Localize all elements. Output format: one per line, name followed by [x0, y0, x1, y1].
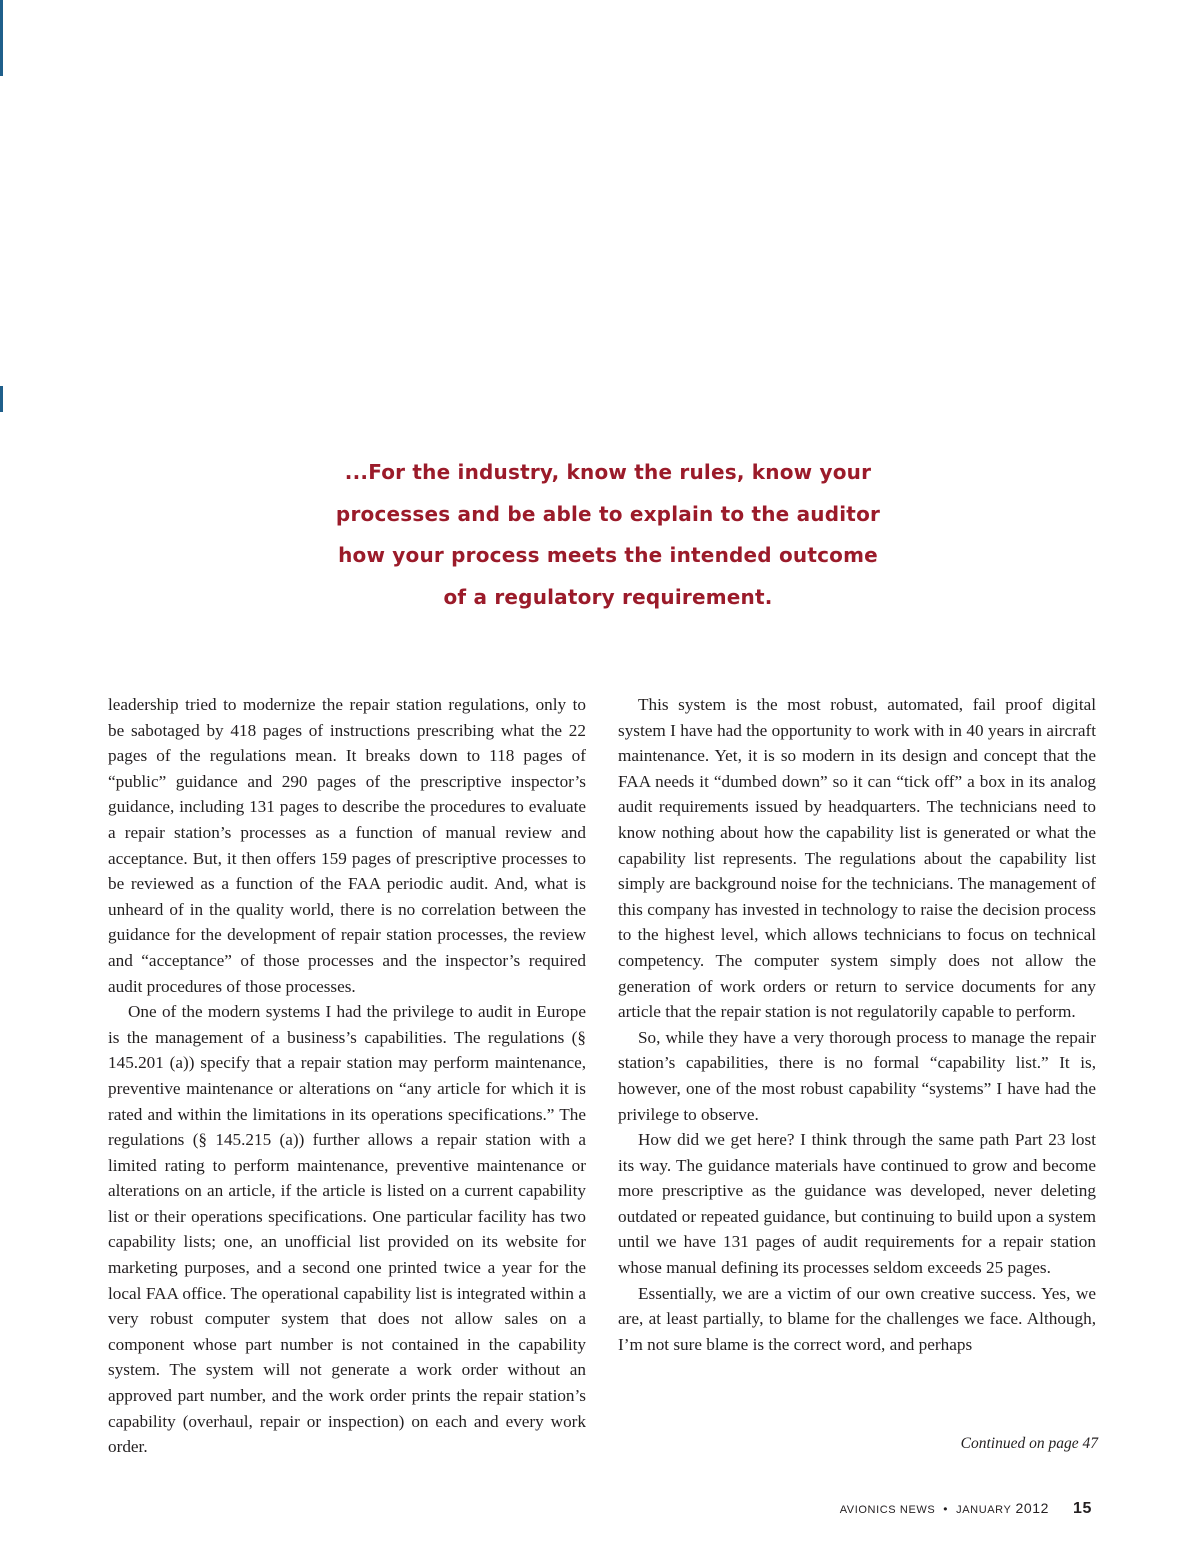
- continued-note: Continued on page 47: [960, 1435, 1098, 1452]
- pull-quote-line: ...For the industry, know the rules, know your: [344, 460, 872, 484]
- page-number: 15: [1073, 1500, 1092, 1517]
- page-footer: [840, 1500, 1092, 1518]
- publication-name: AVIONICS NEWS: [839, 1504, 936, 1516]
- pull-quote-line: processes and be able to explain to the auditor: [335, 501, 881, 526]
- left-column: [108, 692, 586, 1460]
- right-column: [618, 692, 1096, 1357]
- edge-marker-top: [0, 0, 3, 76]
- pull-quote: [300, 452, 916, 618]
- pull-quote-line: of a regulatory requirement.: [443, 584, 773, 609]
- footer-separator: •: [943, 1502, 949, 1516]
- body-paragraph: So, while they have a very thorough process to manage the repair station’s capabilities, there is no formal “capability list.” It is, however, one of the most robust capability “systems” I have had the privilege to observe.: [618, 1027, 1096, 1124]
- body-paragraph: leadership tried to modernize the repair station regulations, only to be sabotaged by 418 pages of instructions prescribing what the 22 pages of the regulations mean. It breaks down to 118 pages of “public” guidance and 290 pages of the prescriptive inspector’s guidance, including 131 pages to describe the procedures to evaluate a repair station’s processes as a function of manual review and acceptance. But, it then offers 159 pages of prescriptive processes to be reviewed as a function of the FAA periodic audit. And, what is unheard of in the quality world, there is no correlation between the guidance for the development of repair station processes, the review and “acceptance” of those processes and the inspector’s required audit procedures of those processes.: [108, 695, 586, 996]
- body-paragraph: How did we get here? I think through the same path Part 23 lost its way. The guidance materials have continued to grow and become more prescriptive as the guidance was developed, never deleting outdated or repeated guidance, but continuing to build upon a system until we have 131 pages of audit requirements for a repair station whose manual defining its processes seldom exceeds 25 pages.: [618, 1130, 1096, 1278]
- issue-year: 2012: [1015, 1500, 1049, 1516]
- body-paragraph: Essentially, we are a victim of our own creative success. Yes, we are, at least partially, to blame for the challenges we face. Although, I’m not sure blame is the correct word, and perhaps: [618, 1283, 1096, 1354]
- body-paragraph: One of the modern systems I had the privilege to audit in Europe is the management of a business’s capabilities. The regulations (§ 145.201 (a)) specify that a repair station may perform maintenance, preventive maintenance or alterations on “any article for which it is rated and within the limitations in its operations specifications.” The regulations (§ 145.215 (a)) further allows a repair station with a limited rating to perform maintenance, preventive maintenance or alterations on an article, if the article is listed on a current capability list or their operations specifications. One particular facility has two capability lists; one, an unofficial list provided on its website for marketing purposes, and a second one printed twice a year for the local FAA office. The operational capability list is integrated within a very robust computer system that does not allow sales on a component whose part number is not contained in the capability system. The system will not generate a work order without an approved part number, and the work order prints the repair station’s capability (overhaul, repair or inspection) on each and every work order.: [108, 1002, 586, 1457]
- issue-month: JANUARY: [956, 1504, 1012, 1516]
- edge-marker-middle: [0, 386, 3, 412]
- pull-quote-line: how your process meets the intended outcome: [338, 543, 878, 567]
- body-paragraph: This system is the most robust, automated, fail proof digital system I have had the opportunity to work with in 40 years in aircraft maintenance. Yet, it is so modern in its design and concept that the FAA needs it “dumbed down” so it can “tick off” a box in its analog audit requirements issued by headquarters. The technicians need to know nothing about how the capability list is generated or what the capability list represents. The regulations about the capability list simply are background noise for the technicians. The management of this company has invested in technology to raise the decision process to the highest level, which allows technicians to focus on technical competency. The computer system simply does not allow the generation of work orders or return to service documents for any article that the repair station is not regulatorily capable to perform.: [618, 695, 1096, 1022]
